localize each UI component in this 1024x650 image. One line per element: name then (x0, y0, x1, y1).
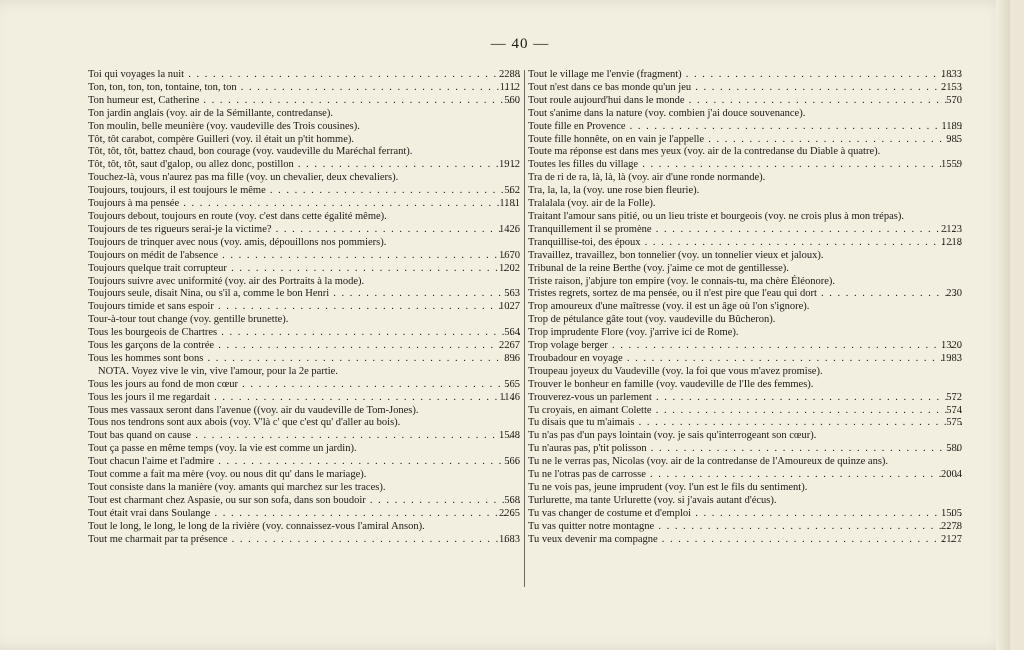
index-entry (528, 69, 962, 82)
entry-title: Tous les bourgeois de Chartres . . . (88, 327, 520, 340)
index-entry (88, 146, 520, 159)
entry-number: 563 (504, 288, 520, 300)
left-column (88, 69, 520, 547)
index-entry (528, 134, 962, 147)
entry-number: 564 (504, 327, 520, 339)
entry-title: Troupeau joyeux du Vaudeville (voy. la foi que vous m'avez promise). (528, 365, 823, 377)
entry-title: Tous les jours il me regardait . . . (88, 392, 520, 405)
index-entry (528, 263, 962, 276)
right-column (528, 69, 962, 547)
entry-title: Toujours à ma pensée . . . (88, 198, 520, 211)
index-entry (528, 469, 962, 482)
entry-title: Tout consiste dans la manière (voy. amants qui marchez sur les traces). (88, 482, 386, 493)
entry-number: 572 (946, 391, 962, 403)
index-entry (88, 456, 520, 469)
entry-number: 230 (946, 288, 962, 300)
index-entry (528, 198, 962, 211)
entry-title: Tra de ri de ra, là, là, là (voy. air d'une ronde normande). (528, 172, 766, 184)
index-note (88, 366, 520, 379)
entry-title: Toujours suivre avec uniformité (voy. air des Portraits à la mode). (88, 275, 365, 287)
index-entry (528, 121, 962, 134)
index-entry (528, 379, 962, 392)
index-entry (528, 301, 962, 314)
index-entry (528, 159, 962, 172)
entry-title: Tu croyais, en aimant Colette . . . (528, 405, 962, 418)
index-entry (88, 417, 520, 430)
index-entry (528, 366, 962, 379)
index-entry (528, 430, 962, 443)
entry-number: 574 (946, 404, 962, 416)
entry-number: 566 (504, 456, 520, 468)
entry-title: Tous nos tendrons sont aux abois (voy. V'là c' que c'est qu' d'aller au bois). (88, 417, 401, 429)
index-entry (88, 521, 520, 534)
entry-title: Tu n'as pas d'un pays lointain (voy. je sais qu'interrogeant son cœur). (528, 430, 817, 442)
index-entry (88, 327, 520, 340)
index-entry (528, 224, 962, 237)
entry-title: Trop imprudente Flore (voy. j'arrive ici de Rome). (528, 327, 739, 339)
entry-title: Toute fille honnête, on en vain je l'appelle . . . (528, 134, 962, 147)
entry-number: 2153 (941, 81, 962, 93)
entry-number: 1320 (941, 340, 962, 352)
entry-number: 1202 (499, 262, 520, 274)
index-entry (528, 405, 962, 418)
index-entry (88, 301, 520, 314)
index-entry (88, 237, 520, 250)
index-entry (528, 456, 962, 469)
index-entry (528, 288, 962, 301)
entry-title: Turlurette, ma tante Urlurette (voy. si j'avais autant d'écus). (528, 494, 777, 506)
entry-title: Trop volage berger . . . (528, 340, 962, 353)
entry-number: 2004 (941, 469, 962, 481)
entry-number: 2123 (941, 223, 962, 235)
entry-title: Tout le village me l'envie (fragment) . . . (528, 69, 962, 82)
index-entry (528, 521, 962, 534)
entry-title: Toujours timide et sans espoir . . . (88, 301, 520, 314)
entry-number: 1833 (941, 69, 962, 80)
entry-title: Tout roule aujourd'hui dans le monde . . . (528, 95, 962, 108)
index-entry (88, 534, 520, 547)
entry-title: Tour-à-tour tout change (voy. gentille brunette). (88, 314, 289, 326)
entry-title: Tous les jours au fond de mon cœur . . . (88, 379, 520, 392)
index-entry (88, 82, 520, 95)
entry-title: Tristes regrets, sortez de ma pensée, ou il n'est pire que l'eau qui dort . . . (528, 288, 962, 301)
entry-title: Toutes les filles du village . . . (528, 159, 962, 172)
index-entry (88, 185, 520, 198)
index-entry (528, 250, 962, 263)
index-entry (88, 443, 520, 456)
index-entry (528, 508, 962, 521)
entry-number: 568 (504, 494, 520, 506)
index-entry (528, 237, 962, 250)
index-entry (88, 288, 520, 301)
index-entry (88, 379, 520, 392)
index-entry (88, 508, 520, 521)
entry-number: 2127 (941, 533, 962, 545)
entry-number: 562 (504, 185, 520, 197)
entry-number: 575 (946, 417, 962, 429)
index-entry (528, 417, 962, 430)
entry-title: Ton moulin, belle meunière (voy. vaudeville des Trois cousines). (88, 120, 360, 132)
entry-number: 1548 (499, 430, 520, 442)
entry-title: Tôt, tôt carabot, compère Guilleri (voy. il était un p'tit homme). (88, 133, 354, 145)
entry-title: Touchez-là, vous n'aurez pas ma fille (voy. un chevalier, deux chevaliers). (88, 172, 399, 184)
entry-number: 2265 (499, 507, 520, 519)
entry-title: Toujours, toujours, il est toujours le même . . . (88, 185, 520, 198)
entry-title: Toi qui voyages la nuit . . . (88, 69, 520, 82)
index-entry (528, 482, 962, 495)
index-entry (88, 211, 520, 224)
entry-title: Tu ne le verras pas, Nicolas (voy. air de la contredanse de l'Amoureux de quinze ans). (528, 456, 889, 468)
index-entry (88, 340, 520, 353)
entry-number: 1912 (499, 159, 520, 171)
entry-title: Tu n'auras pas, p'tit polisson . . . (528, 443, 962, 456)
entry-title: Tu disais que tu m'aimais . . . (528, 417, 962, 430)
entry-title: Trop amoureux d'une maîtresse (voy. il est un âge où l'on s'ignore). (528, 301, 810, 313)
entry-title: Ton jardin anglais (voy. air de la Sémillante, contredanse). (88, 107, 333, 119)
index-entry (88, 495, 520, 508)
entry-title: Triste raison, j'abjure ton empire (voy. le connais-tu, ma chère Éléonore). (528, 275, 835, 287)
index-entry (528, 108, 962, 121)
index-entry (88, 392, 520, 405)
entry-title: Traitant l'amour sans pitié, ou un lieu triste et bourgeois (voy. ne crois plus à mon trépas). (528, 210, 904, 222)
index-entry (528, 495, 962, 508)
entry-title: Toute fille en Provence . . . (528, 121, 962, 134)
page-number: — 40 — (490, 36, 550, 52)
entry-title: Tout me charmait par ta présence . . . (88, 534, 520, 547)
entry-title: Tout n'est dans ce bas monde qu'un jeu . . . (528, 82, 962, 95)
entry-number: 565 (504, 378, 520, 390)
index-entry (88, 405, 520, 418)
index-entry (88, 263, 520, 276)
entry-title: NOTA. Voyez vive le vin, vive l'amour, pour la 2e partie. (98, 365, 338, 377)
entry-title: Tribunal de la reine Berthe (voy. j'aime ce mot de gentillesse). (528, 262, 789, 274)
entry-number: 2278 (941, 520, 962, 532)
entry-title: Trouver le bonheur en famille (voy. vaudeville de l'Ile des femmes). (528, 378, 814, 390)
entry-number: 580 (946, 443, 962, 455)
entry-title: Toujours de trinquer avec nous (voy. amis, dépouillons nos pommiers). (88, 236, 387, 248)
entry-title: Tu ne vois pas, jeune imprudent (voy. l'un est le fils du sentiment). (528, 482, 808, 493)
entry-title: Ton humeur est, Catherine . . . (88, 95, 520, 108)
entry-number: 2267 (499, 340, 520, 352)
entry-title: Toute ma réponse est dans mes yeux (voy. air de la contredanse du Diable à quatre). (528, 146, 881, 158)
page-edge (996, 0, 1010, 650)
entry-title: Toujours seule, disait Nina, ou s'il a, comme le bon Henri . . . (88, 288, 520, 301)
index-entry (528, 340, 962, 353)
entry-title: Tra, la, la, la (voy. une rose bien fleurie). (528, 185, 700, 197)
index-entry (528, 185, 962, 198)
index-entry (88, 69, 520, 82)
entry-title: Tous les garçons de la contrée . . . (88, 340, 520, 353)
entry-title: Toujours de tes rigueurs serai-je la victime? . . . (88, 224, 520, 237)
entry-number: 1983 (941, 352, 962, 364)
index-entry (88, 276, 520, 289)
entry-title: Trop de pétulance gâte tout (voy. vaudeville du Bûcheron). (528, 314, 776, 326)
index-entry (88, 108, 520, 121)
index-entry (88, 469, 520, 482)
index-entry (528, 82, 962, 95)
entry-number: 560 (504, 94, 520, 106)
index-entry (88, 482, 520, 495)
entry-title: Tout était vrai dans Soulange . . . (88, 508, 520, 521)
entry-title: Trouverez-vous un parlement . . . (528, 392, 962, 405)
entry-title: Tu ne l'otras pas de carrosse . . . (528, 469, 962, 482)
index-entry (528, 211, 962, 224)
entry-title: Tralalala (voy. air de la Folle). (528, 198, 656, 210)
entry-number: 570 (946, 94, 962, 106)
index-entry (88, 95, 520, 108)
entry-number: 1112 (499, 81, 520, 93)
index-entry (528, 353, 962, 366)
entry-title: Tous mes vassaux seront dans l'avenue ((voy. air du vaudeville de Tom-Jones). (88, 404, 419, 416)
entry-title: Tranquillise-toi, des époux . . . (528, 237, 962, 250)
entry-number: 1505 (941, 507, 962, 519)
entry-title: Troubadour en voyage . . . (528, 353, 962, 366)
entry-title: Ton, ton, ton, ton, tontaine, ton, ton . . . (88, 82, 520, 95)
entry-number: 1146 (499, 391, 520, 403)
entry-title: Tôt, tôt, tôt, battez chaud, bon courage (voy. vaudeville du Maréchal ferrant). (88, 146, 413, 158)
entry-title: Tu vas quitter notre montagne . . . (528, 521, 962, 534)
index-entry (88, 159, 520, 172)
index-entry (528, 172, 962, 185)
entry-number: 1426 (499, 223, 520, 235)
entry-title: Toujours quelque trait corrupteur . . . (88, 263, 520, 276)
entry-title: Tout comme a fait ma mère (voy. ou nous dit qu' dans le mariage). (88, 469, 367, 481)
entry-title: Tous les hommes sont bons . . . (88, 353, 520, 366)
entry-title: Tout est charmant chez Aspasie, ou sur son sofa, dans son boudoir . . . (88, 495, 520, 508)
entry-number: 896 (504, 352, 520, 364)
index-entry (88, 250, 520, 263)
index-entry (528, 314, 962, 327)
entry-title: Tu veux devenir ma compagne . . . (528, 534, 962, 547)
entry-title: Tu vas changer de costume et d'emploi . . . (528, 508, 962, 521)
entry-number: 1181 (499, 198, 520, 210)
entry-title: Toujours on médit de l'absence . . . (88, 250, 520, 263)
index-entry (528, 534, 962, 547)
index-entry (88, 353, 520, 366)
index-entry (528, 443, 962, 456)
index-entry (88, 314, 520, 327)
index-entry (528, 95, 962, 108)
entry-number: 985 (946, 133, 962, 145)
entry-number: 1683 (499, 533, 520, 545)
entry-number: 1670 (499, 249, 520, 261)
index-entry (88, 172, 520, 185)
entry-title: Tout le long, le long, le long de la rivière (voy. connaissez-vous l'amiral Anson). (88, 520, 425, 532)
index-entry (528, 276, 962, 289)
entry-number: 1559 (941, 159, 962, 171)
entry-title: Toujours debout, toujours en route (voy. c'est dans cette égalité même). (88, 210, 387, 222)
index-entry (88, 121, 520, 134)
entry-title: Tout bas quand on cause . . . (88, 430, 520, 443)
entry-title: Tôt, tôt, tôt, saut d'galop, ou allez donc, postillon . . . (88, 159, 520, 172)
entry-number: 1027 (499, 301, 520, 313)
entry-title: Tout chacun l'aime et l'admire . . . (88, 456, 520, 469)
entry-title: Tout ça passe en même temps (voy. la vie est comme un jardin). (88, 443, 357, 455)
entry-number: 1189 (941, 120, 962, 132)
index-entry (528, 327, 962, 340)
index-entry (528, 392, 962, 405)
column-divider (524, 70, 525, 587)
index-entry (88, 198, 520, 211)
entry-number: 2288 (499, 69, 520, 80)
index-entry (88, 430, 520, 443)
index-entry (528, 146, 962, 159)
entry-number: 1218 (941, 236, 962, 248)
entry-title: Tranquillement il se promène . . . (528, 224, 962, 237)
index-entry (88, 134, 520, 147)
entry-title: Tout s'anime dans la nature (voy. combien j'ai douce souvenance). (528, 107, 806, 119)
entry-title: Travaillez, travaillez, bon tonnelier (voy. un tonnelier vieux et jaloux). (528, 249, 824, 261)
index-entry (88, 224, 520, 237)
